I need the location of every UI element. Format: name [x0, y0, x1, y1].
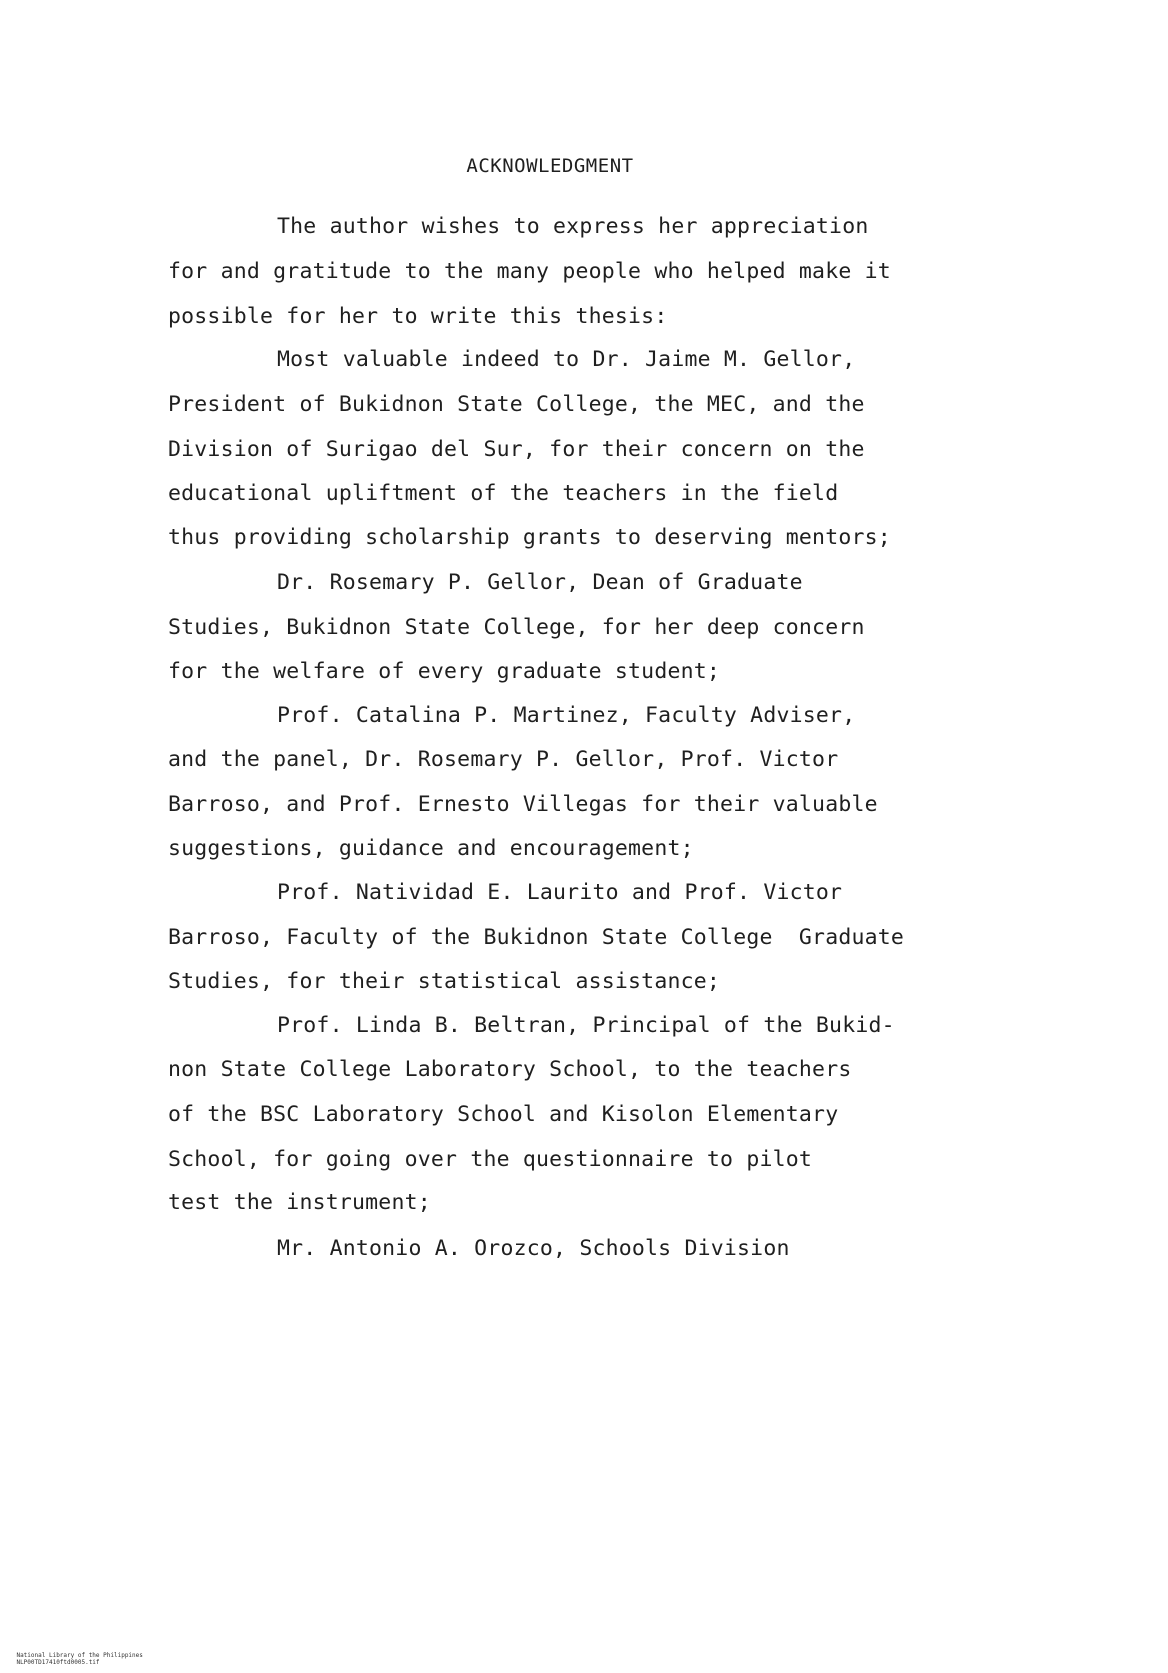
text-line: Barroso, and Prof. Ernesto Villegas for their valuable — [168, 792, 878, 817]
text-line: Studies, Bukidnon State College, for her deep concern — [168, 615, 865, 640]
text-line: Prof. Natividad E. Laurito and Prof. Victor — [277, 880, 843, 905]
text-line: Dr. Rosemary P. Gellor, Dean of Graduate — [277, 570, 803, 595]
footer-library: National Library of the Philippines — [16, 1652, 143, 1659]
page-title: ACKNOWLEDGMENT — [466, 155, 634, 177]
text-line: Most valuable indeed to Dr. Jaime M. Gellor, — [277, 347, 856, 372]
text-line: School, for going over the questionnaire to pilot — [168, 1147, 813, 1172]
text-line: Mr. Antonio A. Orozco, Schools Division — [277, 1236, 790, 1261]
text-line: possible for her to write this thesis: — [168, 304, 668, 329]
text-line: suggestions, guidance and encouragement; — [168, 836, 694, 861]
text-line: educational upliftment of the teachers in the field — [168, 481, 839, 506]
text-line: of the BSC Laboratory School and Kisolon Elementary — [168, 1102, 839, 1127]
text-line: Prof. Linda B. Beltran, Principal of the Bukid- — [277, 1013, 895, 1038]
text-line: Barroso, Faculty of the Bukidnon State College Graduate — [168, 925, 905, 950]
text-line: President of Bukidnon State College, the MEC, and the — [168, 392, 865, 417]
text-line: The author wishes to express her appreciation — [277, 214, 869, 239]
footer-file: NLP00TD17410ftd0005.tif — [16, 1659, 100, 1666]
text-line: Division of Surigao del Sur, for their concern on the — [168, 437, 865, 462]
text-line: thus providing scholarship grants to deserving mentors; — [168, 525, 891, 550]
scan-footer — [2, 1645, 155, 1673]
text-line: Prof. Catalina P. Martinez, Faculty Adviser, — [277, 703, 856, 728]
text-line: test the instrument; — [168, 1190, 431, 1215]
text-line: non State College Laboratory School, to the teachers — [168, 1057, 852, 1082]
text-line: and the panel, Dr. Rosemary P. Gellor, Prof. Victor — [168, 747, 839, 772]
text-line: Studies, for their statistical assistance; — [168, 969, 721, 994]
text-line: for the welfare of every graduate student; — [168, 659, 721, 684]
text-line: for and gratitude to the many people who helped make it — [168, 259, 891, 284]
